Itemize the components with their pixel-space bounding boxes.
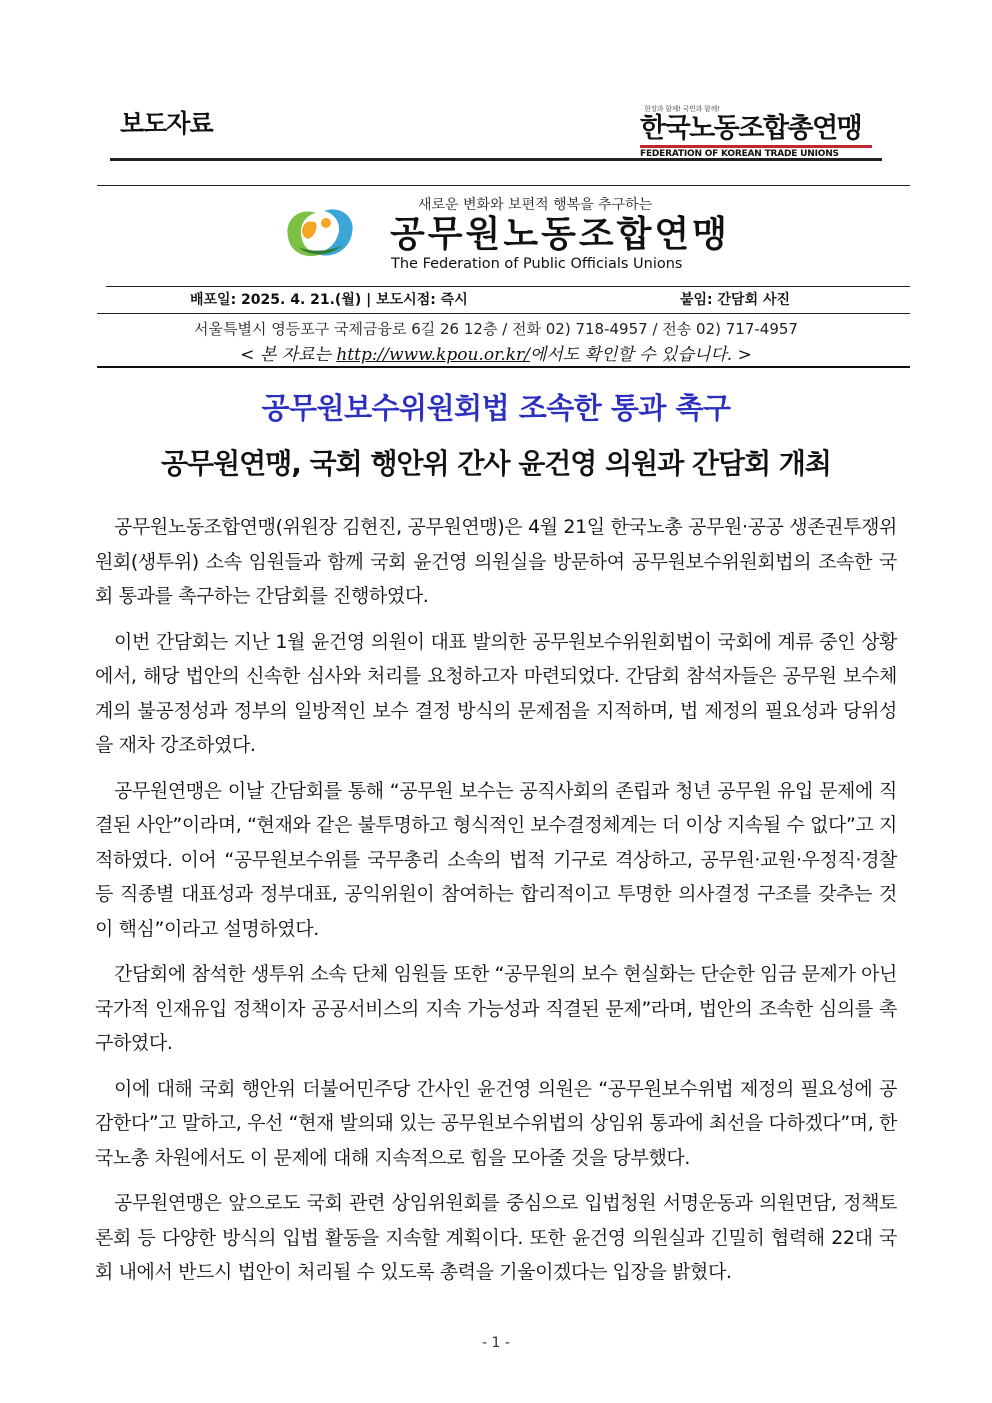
website-link[interactable]: http://www.kpou.or.kr/ <box>336 345 530 365</box>
attachment-info: 붙임: 간담회 사진 <box>680 292 791 308</box>
fktu-english-name: FEDERATION OF KOREAN TRADE UNIONS <box>640 149 839 159</box>
header-divider <box>110 158 882 161</box>
website-suffix: 에서도 확인할 수 있습니다. > <box>529 345 752 365</box>
website-prefix: < 본 자료는 <box>240 345 337 365</box>
paragraph-4: 간담회에 참석한 생투위 소속 단체 임원들 또한 “공무원의 보수 현실화는 단순한 임금 문제가 아닌 국가적 인재유입 정책이자 공공서비스의 지속 가능성과 직결된 문제”라며, 법안의 조속한 심의를 촉구하였다. <box>95 963 897 1054</box>
box-bottom-line <box>97 366 910 368</box>
info-bottom-line <box>97 313 910 314</box>
headline: 공무원보수위원회법 조속한 통과 촉구 <box>261 391 731 425</box>
paragraph-1: 공무원노동조합연맹(위원장 김현진, 공무원연맹)은 4월 21일 한국노총 공무원·공공 생존권투쟁위원회(생투위) 소속 임원들과 함께 국회 윤건영 의원실을 방문하여 공무원보수위원회법의 조속한 국회 통과를 촉구하는 간담회를 진행하였다. <box>95 516 897 607</box>
org-name: 공무원노동조합연맹 <box>390 214 730 255</box>
sub-headline: 공무원연맹, 국회 행안위 간사 윤건영 의원과 간담회 개최 <box>161 447 831 480</box>
website-notice <box>0 340 992 365</box>
fktu-tagline: 현장과 함께! 국민과 함께! <box>644 105 720 113</box>
paragraph-6: 공무원연맹은 앞으로도 국회 관련 상임위원회를 중심으로 입법청원 서명운동과 의원면담, 정책토론회 등 다양한 방식의 입법 활동을 지속할 계획이다. 또한 윤건영 의원실과 긴밀히 협력해 22대 국회 내에서 반드시 법안이 처리될 수 있도록 총력을 기울이겠다는 입장을 밝혔다. <box>95 1192 897 1283</box>
fktu-name: 한국노동조합총연맹 <box>640 113 862 144</box>
paragraph-3: 공무원연맹은 이날 간담회를 통해 “공무원 보수는 공직사회의 존립과 청년 공무원 유입 문제에 직결된 사안”이라며, “현재와 같은 불투명하고 형식적인 보수결정체계는 더 이상 지속될 수 없다”고 지적하였다. 이어 “공무원보수위를 국무총리 소속의 법적 기구로 격상하고, 공무원·교원·우정직·경찰 등 직종별 대표성과 정부대표, 공익위원이 참여하는 합리적이고 투명한 의사결정 구조를 갖추는 것이 핵심”이라고 설명하였다. <box>95 779 897 940</box>
article-body <box>95 510 897 1301</box>
page-number: - 1 - <box>482 1335 510 1351</box>
release-info: 배포일: 2025. 4. 21.(월) | 보도시점: 즉시 <box>190 292 468 308</box>
paragraph-2: 이번 간담회는 지난 1월 윤건영 의원이 대표 발의한 공무원보수위원회법이 국회에 계류 중인 상황에서, 해당 법안의 신속한 심사와 처리를 요청하고자 마련되었다. 간담회 참석자들은 공무원 보수체계의 불공정성과 정부의 일방적인 보수 결정 방식의 문제점을 지적하며, 법 제정의 필요성과 당위성을 재차 강조하였다. <box>95 630 897 756</box>
press-release-label: 보도자료 <box>120 109 213 138</box>
fpou-logo-icon <box>280 203 360 263</box>
fktu-logo <box>640 104 880 159</box>
org-slogan: 새로운 변화와 보편적 행복을 추구하는 <box>418 197 653 213</box>
box-top-line <box>97 185 910 186</box>
fktu-red-bar <box>640 145 872 148</box>
info-top-line <box>106 286 910 287</box>
org-english-name: The Federation of Public Officials Unions <box>391 256 683 272</box>
paragraph-5: 이에 대해 국회 행안위 더불어민주당 간사인 윤건영 의원은 “공무원보수위법 제정의 필요성에 공감한다”고 말하고, 우선 “현재 발의돼 있는 공무원보수위법의 상임위 통과에 최선을 다하겠다”며, 한국노총 차원에서도 이 문제에 대해 지속적으로 힘을 모아줄 것을 당부했다. <box>95 1077 897 1169</box>
contact-address: 서울특별시 영등포구 국제금융로 6길 26 12층 / 전화 02) 718-4957 / 전송 02) 717-4957 <box>194 320 798 338</box>
